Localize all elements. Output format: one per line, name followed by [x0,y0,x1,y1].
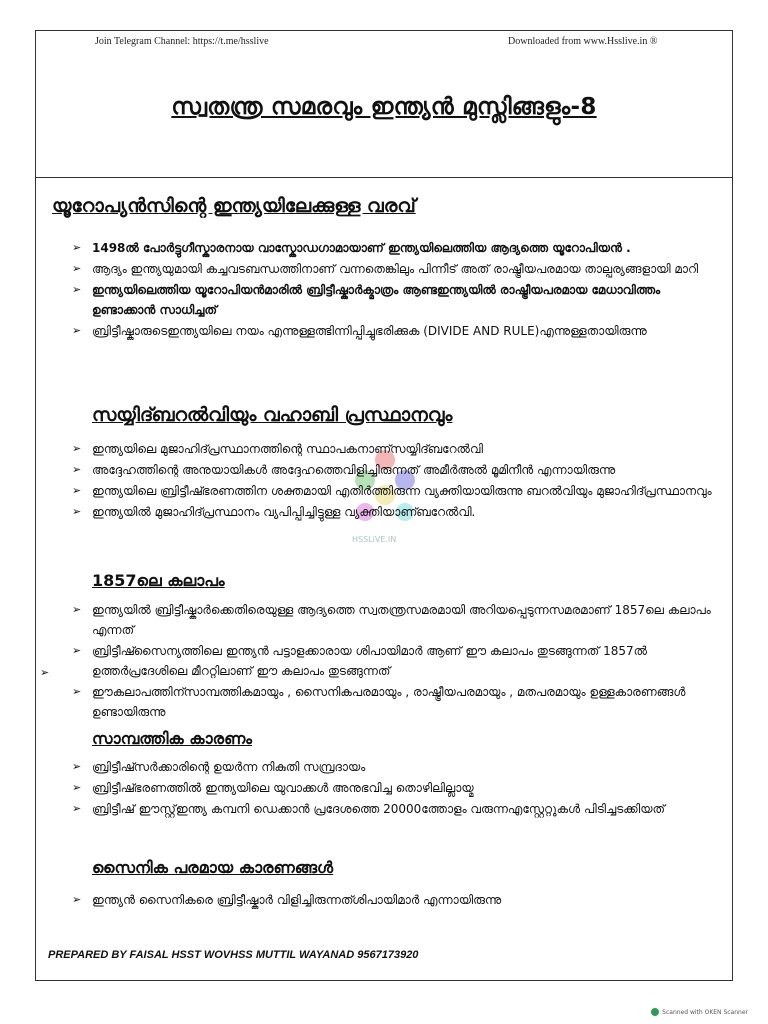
watermark-label: HSSLiVE.IN [352,535,397,544]
title-divider [35,177,733,178]
list-sayyid-wahabi [0,439,768,523]
list-1857-revolt [0,600,768,723]
prepared-by-footer: PREPARED BY FAISAL HSST WOVHSS MUTTIL WAYANAD 9567173920 [48,949,419,961]
list-item: ➢ ഇന്ത്യൻ സൈനികരെ ബ്രിട്ടീഷ്കാർ വിളിച്ചിരുന്നത്ശിപായിമാർ എന്നായിരുന്നു [0,890,768,910]
list-item: ➢ ഇന്ത്യയിൽ ബ്രിട്ടീഷ്കാർക്കെതിരെയുള്ള ആദ്യത്തെ സ്വതന്ത്രസമരമായി അറിയപ്പെടുന്നസമരമാണ് 1857ലെ കലാപം എന്നത് [0,600,768,640]
list-item: ➢ ഇന്ത്യയിലെ മുജാഹിദ്പ്രസ്ഥാനത്തിന്റെ സ്ഥാപകനാണ്സയ്യിദ്ബറേൽവി [0,439,768,459]
list-economic-causes [0,757,768,820]
list-item: ➢ ഇന്ത്യയിൽ മുജാഹിദ്പ്രസ്ഥാനം വ്യപിപ്പിച്ചിട്ടുള്ള വ്യക്തിയാണ്ബറേൽവി. [0,502,768,522]
bullet-arrow-icon: ➢ [72,760,82,773]
list-item: ➢ ബ്രിട്ടീഷ്സർക്കാരിന്റെ ഉയർന്ന നികുതി സമ്പ്രദായം [0,757,768,777]
bullet-arrow-icon: ➢ [72,644,82,657]
bullet-arrow-icon: ➢ [72,781,82,794]
list-item: ➢ ബ്രിട്ടീഷ്കാരുടെഇന്ത്യയിലെ നയം എന്നുള്ളത്ഭിന്നിപ്പിച്ചുഭരിക്കുക (DIVIDE AND RULE)എന്നുള്ളതായിരുന്നു [0,321,768,341]
download-source-text: Downloaded from www.Hsslive.in ® [508,36,658,47]
scanner-logo-icon [651,1008,659,1016]
list-item: ➢ ഇന്ത്യയിലെത്തിയ യൂറോപിയൻമാരിൽ ബ്രിട്ടീഷ്കാർക്മാത്രം ആണ്ടഇന്ത്യയിൽ രാഷ്ട്രീയപരമായ മേധാവിത്തം ഉണ്ടാക്കാൻ സാധിച്ചത് [0,280,768,320]
list-item: ➢ ബ്രിട്ടീഷ്സൈന്യത്തിലെ ഇന്ത്യൻ പട്ടാളക്കാരായ ശിപായിമാർ ആണ് ഈ കലാപം തുടങ്ങുന്നത് 1857ൽ ഉത്തർപ്രദേശിലെ മീററ്റിലാണ് ഈ കലാപം തുടങ്ങുന്നത് [0,641,768,681]
scanner-label: Scanned with OKEN Scanner [662,1008,748,1016]
section-heading-military-causes: സൈനിക പരമായ കാരണങ്ങൾ [92,858,334,877]
telegram-channel-text: Join Telegram Channel: https://t.me/hsslive [95,36,269,47]
list-item: ➢ ഈകലാപത്തിന്സാമ്പത്തികമായും , സൈനികപരമായും , രാഷ്ട്രീയപരമായും , മതപരമായും ഉള്ളകാരണങ്ങൾ ഉണ്ടായിരുന്നു [0,682,768,722]
list-military-causes [0,890,768,911]
scanner-credit [651,1008,748,1016]
stray-arrow-icon: ➢ [40,666,50,679]
section-heading-1857-revolt: 1857ലെ കലാപം [92,571,225,590]
bullet-arrow-icon: ➢ [72,283,82,296]
bullet-arrow-icon: ➢ [72,685,82,698]
list-item: ➢ ബ്രിട്ടീഷ് ഈസ്റ്റ്ഇന്ത്യ കമ്പനി ഡെക്കാൻ പ്രദേശത്തെ 20000ത്തോളം വരുന്നഎസ്റ്റേറ്റുകൾ പിടിച്ചടക്കിയത് [0,799,768,819]
bullet-arrow-icon: ➢ [72,262,82,275]
bullet-arrow-icon: ➢ [72,505,82,518]
bullet-arrow-icon: ➢ [72,802,82,815]
list-item: ➢ ആദ്യം ഇന്ത്യയുമായി കച്ചവടബന്ധത്തിനാണ് വന്നതെങ്കിലും പിന്നീട് അത് രാഷ്ട്രീയപരമായ താല്പര്യങ്ങളായി മാറി [0,259,768,279]
bullet-arrow-icon: ➢ [72,893,82,906]
section-heading-european-arrival: യൂറോപ്യൻസിന്റെ ഇന്ത്യയിലേക്കുള്ള വരവ് [52,195,416,217]
bullet-arrow-icon: ➢ [72,442,82,455]
document-title: സ്വതന്ത്ര സമരവും ഇന്ത്യൻ മുസ്ലിങ്ങളും-8 [171,94,597,120]
list-item: ➢ 1498ൽ പോർട്ടുഗീസ്കാരനായ വാസ്കോഡഗാമായാണ് ഇന്ത്യയിലെത്തിയ ആദ്യത്തെ യൂറോപിയൻ . [0,238,768,258]
list-item: ➢ ഇന്ത്യയിലെ ബ്രിട്ടീഷ്ഭരണത്തിന ശക്തമായി എതിർത്തിരുന്ന വ്യക്തിയായിരുന്നു ബറൽവിയും മുജാഹിദ്പ്രസ്ഥാനവും [0,481,768,501]
bullet-arrow-icon: ➢ [72,241,82,254]
section-heading-economic-causes: സാമ്പത്തിക കാരണം [92,729,252,748]
list-item: ➢ അദ്ദേഹത്തിന്റെ അനുയായികൾ അദ്ദേഹത്തെവിളിച്ചിരുന്നത് അമീർഅൽ മൂമിനീൻ എന്നായിരുന്നു [0,460,768,480]
bullet-arrow-icon: ➢ [72,463,82,476]
bullet-arrow-icon: ➢ [72,324,82,337]
bullet-arrow-icon: ➢ [72,484,82,497]
list-item: ➢ ബ്രിട്ടീഷ്ഭരണത്തിൽ ഇന്ത്യയിലെ യുവാക്കൾ അനുഭവിച്ച തൊഴിലില്ലായ്മ [0,778,768,798]
section-heading-sayyid-wahabi: സയ്യിദ്ബറൽവിയും വഹാബി പ്രസ്ഥാനവും [92,404,453,426]
list-european-arrival [0,238,768,342]
bullet-arrow-icon: ➢ [72,603,82,616]
